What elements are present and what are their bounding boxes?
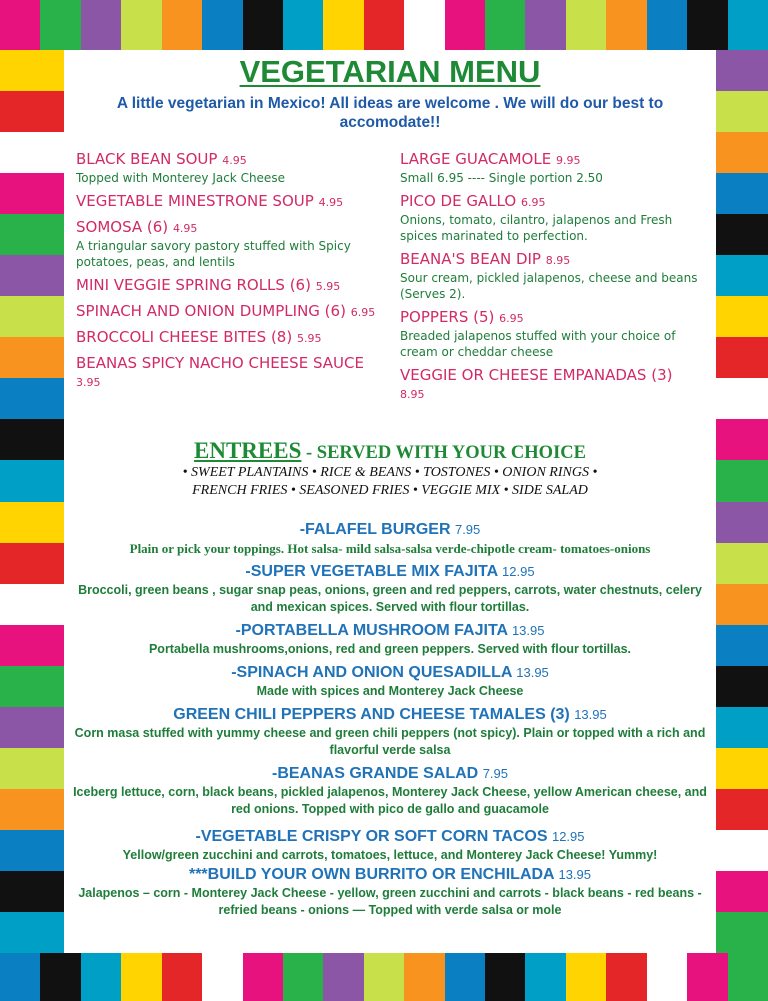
appetizers-right-column [400,150,700,410]
appetizer-price: 6.95 [499,312,524,325]
stripe-border-top [0,0,768,50]
stripe-segment [364,953,404,1001]
entree-item [68,663,712,700]
stripe-segment [445,0,485,50]
menu-subtitle: A little vegetarian in Mexico! All ideas are welcome . We will do our best to accomodate!! [116,95,664,131]
stripe-segment [0,543,64,584]
appetizer-price: 8.95 [400,388,425,401]
stripe-segment [716,584,768,625]
appetizer-description: Small 6.95 ---- Single portion 2.50 [400,171,603,185]
stripe-segment [716,460,768,501]
appetizer-name: BLACK BEAN SOUP [76,150,218,168]
stripe-segment [716,91,768,132]
stripe-border-left [0,50,64,953]
appetizer-name: POPPERS (5) [400,308,495,326]
stripe-segment [121,0,161,50]
appetizer-name: PICO DE GALLO [400,192,517,210]
stripe-segment [0,871,64,912]
entree-description: Iceberg lettuce, corn, black beans, pickled jalapenos, Monterey Jack Cheese, yellow American cheese, and red onions. Topped with pico de gallo and guacamole [73,785,707,816]
stripe-segment [485,953,525,1001]
appetizer-item [400,192,700,244]
appetizer-price: 6.95 [520,196,546,209]
appetizer-price: 9.95 [555,154,581,167]
appetizer-name-line [400,250,700,270]
stripe-segment [0,625,64,666]
stripe-segment [716,296,768,337]
stripe-segment [0,502,64,543]
appetizer-name: SPINACH AND ONION DUMPLING (6) [76,302,346,320]
appetizer-item [76,328,376,348]
appetizer-price: 4.95 [318,196,344,209]
stripe-segment [0,584,64,625]
appetizer-price: 5.95 [315,280,341,293]
stripe-segment [728,953,768,1001]
entree-name: -FALAFEL BURGER [299,521,451,538]
entree-description: Broccoli, green beans , sugar snap peas, onions, green and red peppers, carrots, water chestnuts, celery and mexican spices. Served with flour tortillas. [78,583,702,614]
entree-side-choices [64,464,716,500]
entree-name: -SPINACH AND ONION QUESADILLA [231,664,512,681]
entree-description: Corn masa stuffed with yummy cheese and green chili peppers (not spicy). Plain or topped with a rich and flavorful verde salsa [74,726,706,757]
stripe-segment [0,91,64,132]
entree-description: Portabella mushrooms,onions, red and green peppers. Served with flour tortillas. [148,642,632,656]
entree-item [68,520,712,557]
stripe-segment [283,953,323,1001]
appetizer-name: BEANA'S BEAN DIP [400,250,541,268]
entree-description: Plain or pick your toppings. Hot salsa- mild salsa-salsa verde-chipotle cream- tomatoes-onions [129,541,651,556]
appetizer-name-line [76,302,376,322]
appetizer-name-line [76,328,376,348]
appetizer-item [400,150,700,186]
appetizer-name-line [76,192,376,212]
stripe-segment [0,460,64,501]
entree-name-line [68,827,712,847]
stripe-segment [566,0,606,50]
stripe-segment [0,666,64,707]
entree-description: Jalapenos – corn - Monterey Jack Cheese - yellow, green zucchini and carrots - black beans - red beans - refried beans - onions — Topped with verde salsa or mole [78,886,702,917]
stripe-segment [0,419,64,460]
stripe-segment [0,830,64,871]
stripe-segment [647,953,687,1001]
stripe-border-right [716,50,768,953]
entree-name: -SUPER VEGETABLE MIX FAJITA [245,563,498,580]
entree-description: Yellow/green zucchini and carrots, tomatoes, lettuce, and Monterey Jack Cheese! Yummy! [122,848,658,862]
appetizer-item [400,250,700,302]
stripe-segment [716,419,768,460]
stripe-segment [445,953,485,1001]
appetizer-name-line [76,276,376,296]
stripe-segment [716,789,768,830]
stripe-segment [606,0,646,50]
stripe-segment [716,255,768,296]
entree-name: GREEN CHILI PEPPERS AND CHEESE TAMALES (3) [173,706,570,723]
entree-item [68,705,712,759]
stripe-segment [716,543,768,584]
entree-price: 12.95 [502,564,535,579]
stripe-segment [716,707,768,748]
appetizer-description: A triangular savory pastory stuffed with Spicy potatoes, peas, and lentils [76,239,351,269]
entree-price: 13.95 [574,707,607,722]
stripe-segment [364,0,404,50]
stripe-segment [647,0,687,50]
entree-price: 13.95 [516,665,549,680]
appetizer-name: VEGETABLE MINESTRONE SOUP [76,192,314,210]
entree-description: Made with spices and Monterey Jack Cheese [256,684,524,698]
stripe-segment [0,707,64,748]
stripe-segment [606,953,646,1001]
stripe-segment [323,0,363,50]
stripe-segment [0,0,40,50]
appetizer-item [76,218,376,270]
appetizer-name-line [400,150,700,170]
entrees-heading-label: ENTREES [194,438,302,463]
appetizer-price: 3.95 [76,376,101,389]
stripe-segment [81,0,121,50]
stripe-segment [716,830,768,871]
entree-name-line [68,764,712,784]
entree-name-line [68,865,712,885]
entree-item [68,562,712,616]
entree-name-line [68,705,712,725]
stripe-segment [0,337,64,378]
appetizer-name: VEGGIE OR CHEESE EMPANADAS (3) [400,366,673,384]
stripe-segment [716,666,768,707]
stripe-segment [716,378,768,419]
appetizer-name-line [400,308,700,328]
appetizer-description: Onions, tomato, cilantro, jalapenos and Fresh spices marinated to perfection. [400,213,673,243]
entree-item [68,621,712,658]
stripe-segment [40,0,80,50]
stripe-segment [0,214,64,255]
entree-name: -VEGETABLE CRISPY OR SOFT CORN TACOS [195,828,548,845]
appetizer-item [76,192,376,212]
appetizer-item [76,150,376,186]
entree-item [68,865,712,919]
stripe-segment [716,214,768,255]
stripe-segment [0,50,64,91]
entree-price: 7.95 [454,522,481,537]
entree-item [68,764,712,818]
appetizer-name: SOMOSA (6) [76,218,169,236]
entree-item [68,827,712,864]
appetizer-description: Sour cream, pickled jalapenos, cheese and beans (Serves 2). [400,271,698,301]
stripe-segment [0,748,64,789]
appetizers-left-column [76,150,376,398]
stripe-segment [162,0,202,50]
stripe-segment [243,953,283,1001]
stripe-segment [121,953,161,1001]
appetizer-name-line [400,192,700,212]
entrees-heading-subtitle: - SERVED WITH YOUR CHOICE [301,443,586,463]
stripe-segment [716,871,768,912]
appetizer-description: Breaded jalapenos stuffed with your choice of cream or cheddar cheese [400,329,676,359]
appetizer-item [76,276,376,296]
appetizer-name: BROCCOLI CHEESE BITES (8) [76,328,293,346]
entree-price: 7.95 [482,766,508,781]
stripe-segment [716,337,768,378]
stripe-segment [404,0,444,50]
stripe-segment [0,132,64,173]
stripe-segment [0,255,64,296]
entree-price: 13.95 [511,623,545,638]
appetizer-price: 4.95 [222,154,247,167]
stripe-segment [716,625,768,666]
stripe-segment [0,173,64,214]
stripe-segment [0,789,64,830]
stripe-segment [0,296,64,337]
entree-name: -PORTABELLA MUSHROOM FAJITA [235,622,508,639]
entree-name-line [68,621,712,641]
appetizer-item [400,308,700,360]
appetizer-price: 5.95 [296,332,322,345]
entree-name-line [68,663,712,683]
appetizer-name: MINI VEGGIE SPRING ROLLS (6) [76,276,311,294]
appetizer-name-line [76,354,376,392]
stripe-segment [0,378,64,419]
stripe-segment [202,953,242,1001]
appetizer-name-line [76,150,376,170]
appetizer-price: 6.95 [350,306,376,319]
appetizer-item [76,354,376,392]
stripe-segment [0,953,40,1001]
stripe-segment [716,50,768,91]
entree-name-line [68,562,712,582]
appetizer-name: BEANAS SPICY NACHO CHEESE SAUCE [76,354,364,372]
entrees-heading [64,438,716,464]
stripe-segment [716,912,768,953]
stripe-segment [687,0,727,50]
appetizer-name-line [76,218,376,238]
stripe-segment [323,953,363,1001]
appetizer-description: Topped with Monterey Jack Cheese [76,171,285,185]
stripe-segment [202,0,242,50]
entree-list [68,520,712,924]
stripe-segment [716,502,768,543]
stripe-segment [404,953,444,1001]
appetizer-item [76,302,376,322]
appetizer-item [400,366,700,404]
stripe-segment [162,953,202,1001]
appetizer-name-line [400,366,700,404]
stripe-segment [687,953,727,1001]
stripe-segment [0,912,64,953]
entree-name-line [68,520,712,540]
stripe-segment [81,953,121,1001]
stripe-segment [40,953,80,1001]
entree-price: 13.95 [558,867,592,882]
stripe-segment [716,132,768,173]
appetizer-price: 8.95 [545,254,571,267]
stripe-segment [716,748,768,789]
menu-page [64,50,716,953]
stripe-border-bottom [0,953,768,1001]
entree-price: 12.95 [551,829,585,844]
stripe-segment [525,0,565,50]
stripe-segment [525,953,565,1001]
menu-title: VEGETARIAN MENU [239,54,541,89]
entree-name: ***BUILD YOUR OWN BURRITO OR ENCHILADA [188,866,555,883]
stripe-segment [485,0,525,50]
appetizer-price: 4.95 [172,222,198,235]
entree-name: -BEANAS GRANDE SALAD [272,765,479,782]
stripe-segment [716,173,768,214]
appetizer-name: LARGE GUACAMOLE [400,150,552,168]
stripe-segment [728,0,768,50]
stripe-segment [283,0,323,50]
stripe-segment [566,953,606,1001]
side-choices-line-1: • SWEET PLANTAINS • RICE & BEANS • TOSTONES • ONION RINGS • [182,465,598,480]
side-choices-line-2: FRENCH FRIES • SEASONED FRIES • VEGGIE MIX • SIDE SALAD [192,483,588,498]
stripe-segment [243,0,283,50]
